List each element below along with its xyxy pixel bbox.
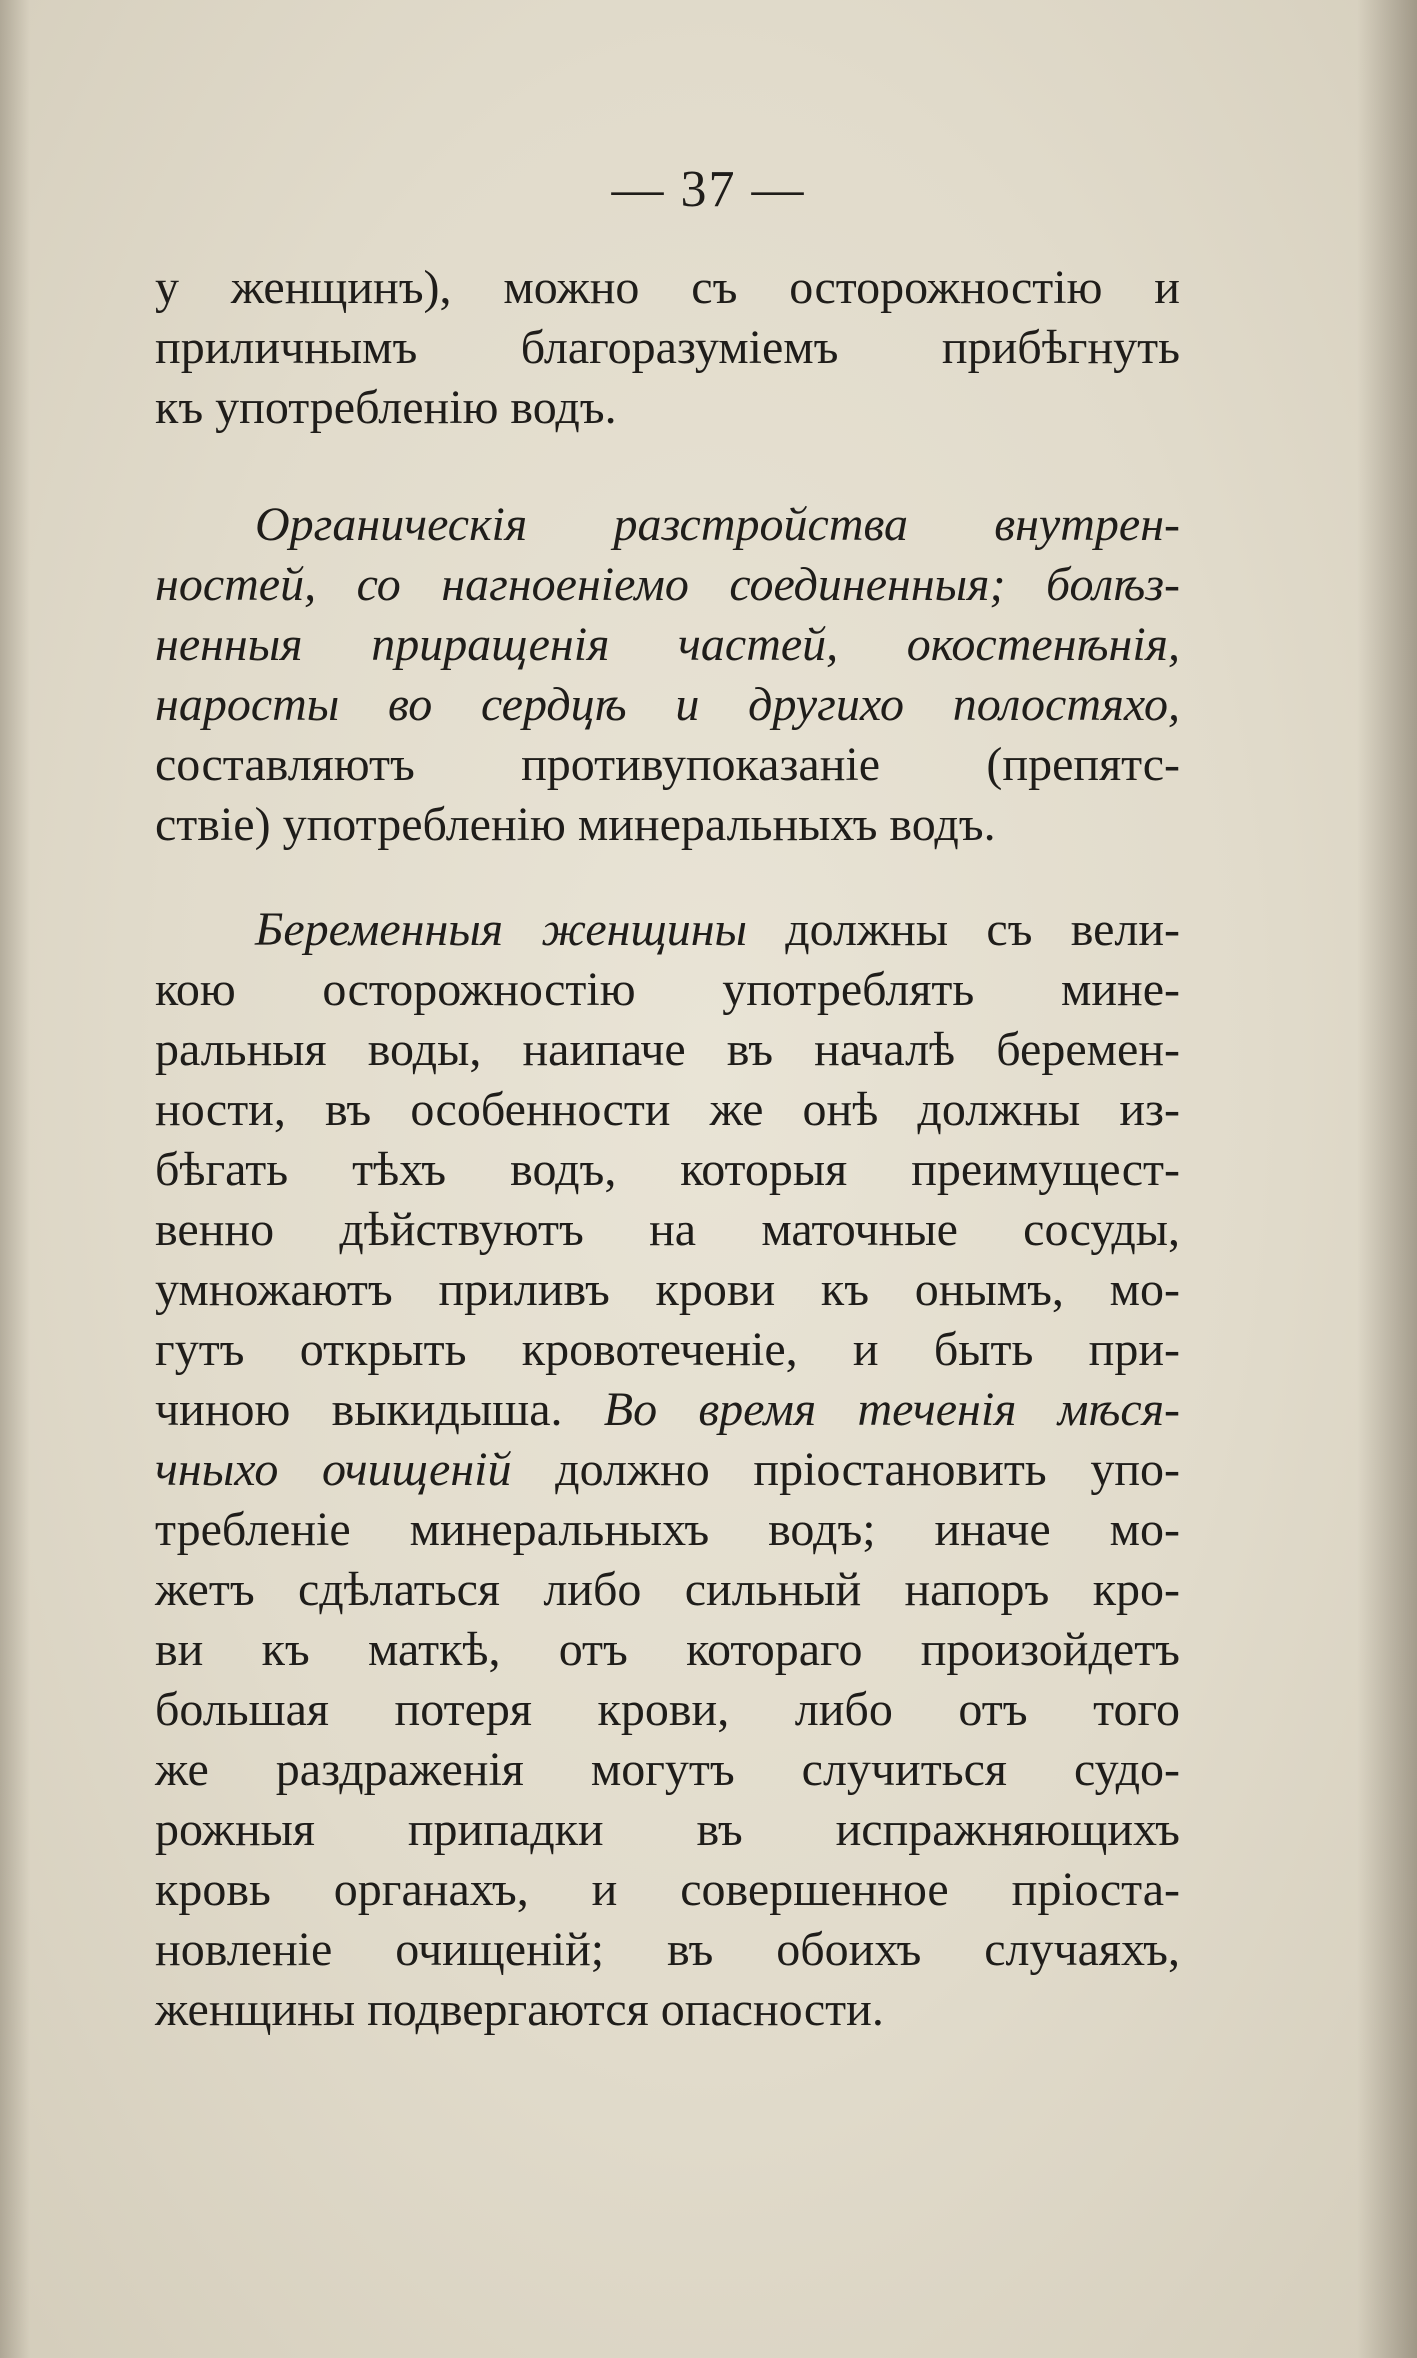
- text-run: ви къ маткѣ, отъ котораго произойдетъ: [155, 1623, 1180, 1676]
- italic-text: чныхо очищеній: [155, 1443, 512, 1496]
- text-run: должны съ вели-: [747, 903, 1181, 956]
- text-line: [155, 1620, 1180, 1680]
- text-line: [155, 1140, 1180, 1200]
- text-line: [155, 615, 1180, 675]
- italic-text: Во время теченія мѣся-: [603, 1383, 1181, 1436]
- text-line: [155, 378, 1180, 438]
- text-line: [155, 1980, 1180, 2040]
- text-line: [155, 1920, 1180, 1980]
- text-line: [155, 1440, 1180, 1500]
- italic-text: ненныя приращенія частей, окостенѣнія,: [155, 618, 1180, 671]
- text-run: требленіе минеральныхъ водъ; иначе мо-: [155, 1503, 1180, 1556]
- italic-text: Беременныя женщины: [255, 903, 748, 956]
- text-line: [155, 1560, 1180, 1620]
- text-run: ральныя воды, наипаче въ началѣ беремен-: [155, 1023, 1180, 1076]
- text-line: [155, 675, 1180, 735]
- text-run: женщины подвергаются опасности.: [155, 1983, 884, 2036]
- text-line: [155, 258, 1180, 318]
- text-run: гутъ открыть кровотеченіе, и быть при-: [155, 1323, 1180, 1376]
- text-run: у женщинъ), можно съ осторожностію и: [155, 261, 1180, 314]
- text-run: умножаютъ приливъ крови къ онымъ, мо-: [155, 1263, 1180, 1316]
- text-run: жетъ сдѣлаться либо сильный напоръ кро-: [155, 1563, 1180, 1616]
- text-run: чиною выкидыша.: [155, 1383, 604, 1436]
- text-line: [155, 1260, 1180, 1320]
- text-line: [155, 1320, 1180, 1380]
- text-line: [155, 1860, 1180, 1920]
- text-run: рожныя припадки въ испражняющихъ: [155, 1803, 1180, 1856]
- text-line: [155, 960, 1180, 1020]
- text-line: [155, 1680, 1180, 1740]
- text-run: новленіе очищеній; въ обоихъ случаяхъ,: [155, 1923, 1180, 1976]
- text-line: [155, 1080, 1180, 1140]
- text-run: кровь органахъ, и совершенное пріоста-: [155, 1863, 1180, 1916]
- page-edge-shadow: [1357, 0, 1417, 2358]
- text-run: должно пріостановить упо-: [511, 1443, 1180, 1496]
- italic-text: ностей, со нагноеніемо соединенныя; болѣз-: [155, 558, 1180, 611]
- text-run: бѣгать тѣхъ водъ, которыя преимущест-: [155, 1143, 1180, 1196]
- text-line: [155, 1020, 1180, 1080]
- text-run: же раздраженія могутъ случиться судо-: [155, 1743, 1180, 1796]
- text-line: [155, 795, 1180, 855]
- text-line: [155, 900, 1180, 960]
- text-run: ности, въ особенности же онѣ должны из-: [155, 1083, 1180, 1136]
- paragraph-3: [155, 900, 1180, 2040]
- text-line: [155, 318, 1180, 378]
- page-gutter-shadow: [0, 0, 30, 2358]
- paragraph-2: [155, 495, 1180, 855]
- italic-text: наросты во сердцѣ и другихо полостяхо,: [155, 678, 1180, 731]
- text-line: [155, 735, 1180, 795]
- text-line: [155, 1740, 1180, 1800]
- text-line: [155, 1500, 1180, 1560]
- text-line: [155, 1800, 1180, 1860]
- text-run: приличнымъ благоразуміемъ прибѣгнуть: [155, 321, 1180, 374]
- paragraph-1: [155, 258, 1180, 438]
- text-run: къ употребленію водъ.: [155, 381, 617, 434]
- page-number: — 37 —: [611, 161, 806, 218]
- text-line: [155, 555, 1180, 615]
- text-run: большая потеря крови, либо отъ того: [155, 1683, 1180, 1736]
- text-run: венно дѣйствуютъ на маточные сосуды,: [155, 1203, 1180, 1256]
- text-line: [155, 1380, 1180, 1440]
- text-line: [155, 495, 1180, 555]
- text-line: [155, 1200, 1180, 1260]
- text-run: составляютъ противупоказаніе (препятс-: [155, 738, 1180, 791]
- italic-text: Органическія разстройства внутрен-: [255, 498, 1180, 551]
- text-run: ствіе) употребленію минеральныхъ водъ.: [155, 798, 996, 851]
- text-run: кою осторожностію употреблять мине-: [155, 963, 1180, 1016]
